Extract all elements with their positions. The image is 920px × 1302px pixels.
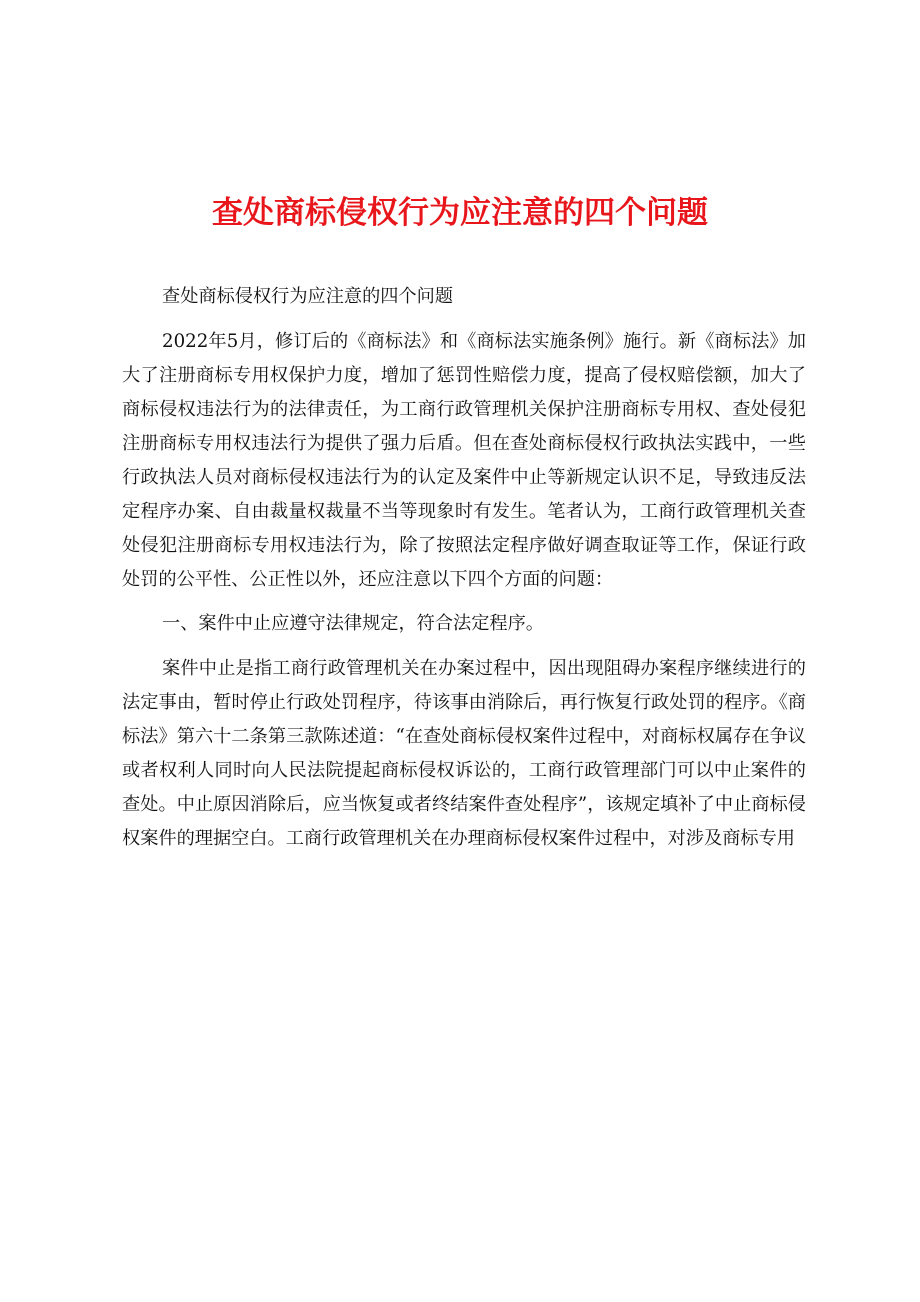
subtitle-paragraph: 查处商标侵权行为应注意的四个问题 — [162, 286, 454, 307]
section-one-paragraph: 案件中止是指工商行政管理机关在办案过程中，因出现阻碍办案程序继续进行的法定事由，暂时停止行政处罚程序，待该事由消除后，再行恢复行政处罚的程序。《商标法》第六十二条第三款陈述道：“在查处商标侵权案件过程中，对商标权属存在争议或者权利人同时向人民法院提起商标侵权诉讼的，工商行政管理部门可以中止案件的查处。中止原因消除后，应当恢复或者终结案件查处程序”，该规定填补了中止商标侵权案件的理据空白。工商行政管理机关在办理商标侵权案件过程中，对涉及商标专用 — [122, 657, 806, 849]
section-one-heading: 一、案件中止应遵守法律规定，符合法定程序。 — [162, 613, 544, 634]
document-title: 查处商标侵权行为应注意的四个问题 — [212, 195, 708, 231]
intro-paragraph: 2022年5月，修订后的《商标法》和《商标法实施条例》施行。新《商标法》加大了注册商标专用权保护力度，增加了惩罚性赔偿力度，提高了侵权赔偿额，加大了商标侵权违法行为的法律责任，为工商行政管理机关保护注册商标专用权、查处侵犯注册商标专用权违法行为提供了强力后盾。但在查处商标侵权行政执法实践中，一些行政执法人员对商标侵权违法行为的认定及案件中止等新规定认识不足，导致违反法定程序办案、自由裁量权裁量不当等现象时有发生。笔者认为，工商行政管理机关查处侵犯注册商标专用权违法行为，除了按照法定程序做好调查取证等工作，保证行政处罚的公平性、公正性以外，还应注意以下四个方面的问题： — [122, 330, 806, 590]
document-body — [122, 280, 806, 866]
